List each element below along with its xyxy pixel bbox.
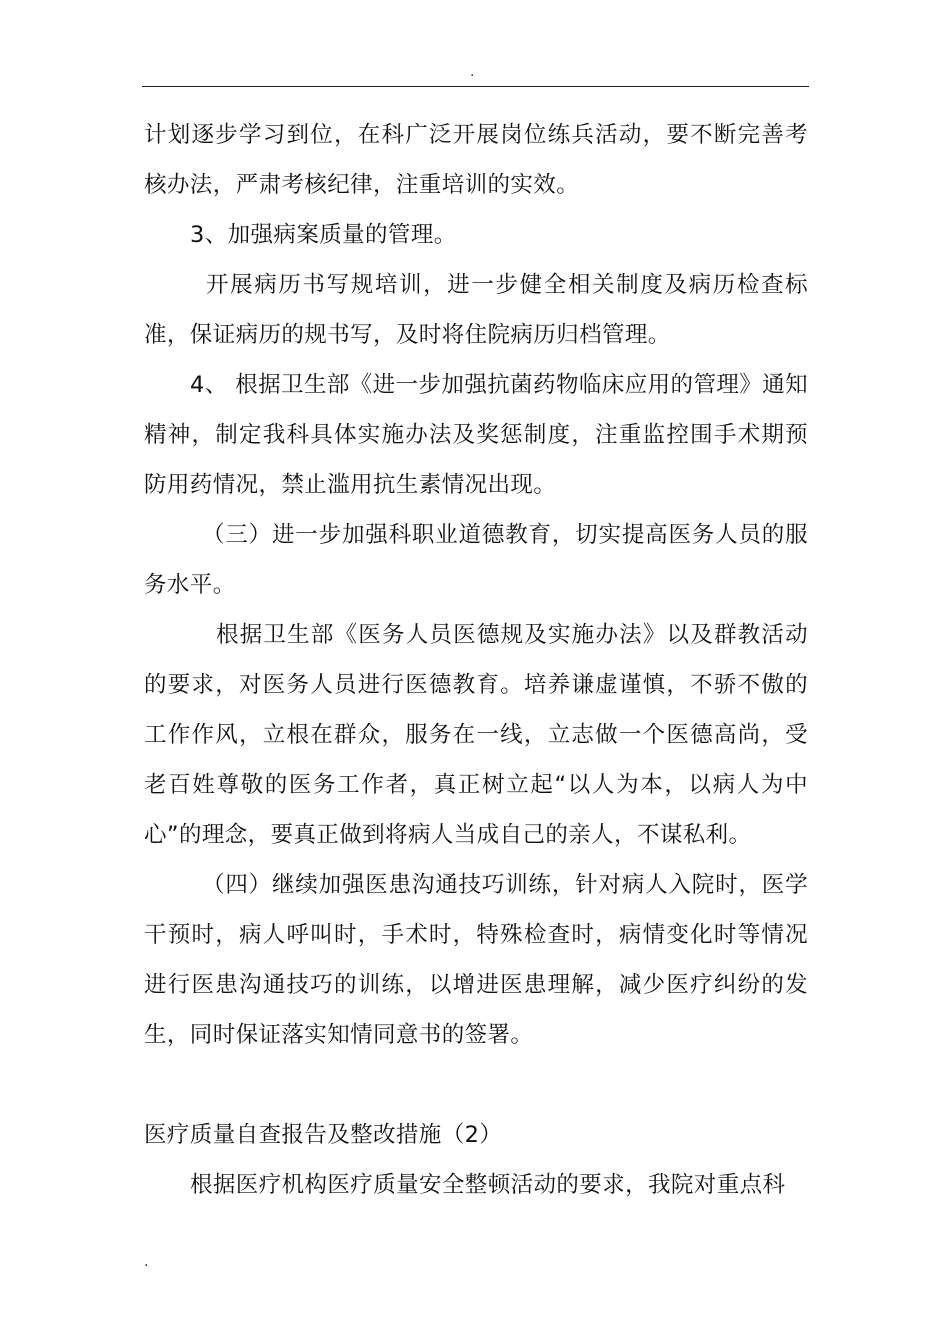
header-mark: . bbox=[470, 64, 475, 80]
header-divider bbox=[142, 86, 809, 87]
paragraph-section-3: （三）进一步加强科职业道德教育，切实提高医务人员的服务水平。 bbox=[144, 522, 808, 598]
paragraph-item-3: 3、加强病案质量的管理。 bbox=[190, 222, 457, 248]
section-heading: 医疗质量自查报告及整改措施（2） bbox=[144, 1122, 503, 1148]
footer-mark: . bbox=[144, 1254, 149, 1270]
paragraph-section-4: （四）继续加强医患沟通技巧训练，针对病人入院时，医学干预时，病人呼叫时，手术时，特殊检查时，病情变化时等情况进行医患沟通技巧的训练，以增进医患理解，减少医疗纠纷的发生，同时保证落实知情同意书的签署。 bbox=[144, 872, 808, 1048]
paragraph-ethics: 根据卫生部《医务人员医德规及实施办法》以及群教活动的要求，对医务人员进行医德教育。培养谦虚谨慎，不骄不傲的工作作风，立根在群众，服务在一线，立志做一个医德高尚，受老百姓尊敬的医务工作者，真正树立起“以人为本，以病人为中心”的理念，要真正做到将病人当成自己的亲人，不谋私利。 bbox=[144, 622, 808, 848]
paragraph-continuation: 计划逐步学习到位，在科广泛开展岗位练兵活动，要不断完善考核办法，严肃考核纪律，注重培训的实效。 bbox=[144, 122, 808, 198]
paragraph-intro: 根据医疗机构医疗质量安全整顿活动的要求，我院对重点科 bbox=[190, 1172, 786, 1198]
paragraph-medical-records: 开展病历书写规培训，进一步健全相关制度及病历检查标准，保证病历的规书写，及时将住院病历归档管理。 bbox=[144, 272, 808, 348]
paragraph-item-4: 4、 根据卫生部《进一步加强抗菌药物临床应用的管理》通知精神，制定我科具体实施办法及奖惩制度，注重监控围手术期预防用药情况，禁止滥用抗生素情况出现。 bbox=[144, 372, 808, 498]
document-body bbox=[144, 110, 808, 1210]
paragraph-gap bbox=[144, 1060, 808, 1110]
